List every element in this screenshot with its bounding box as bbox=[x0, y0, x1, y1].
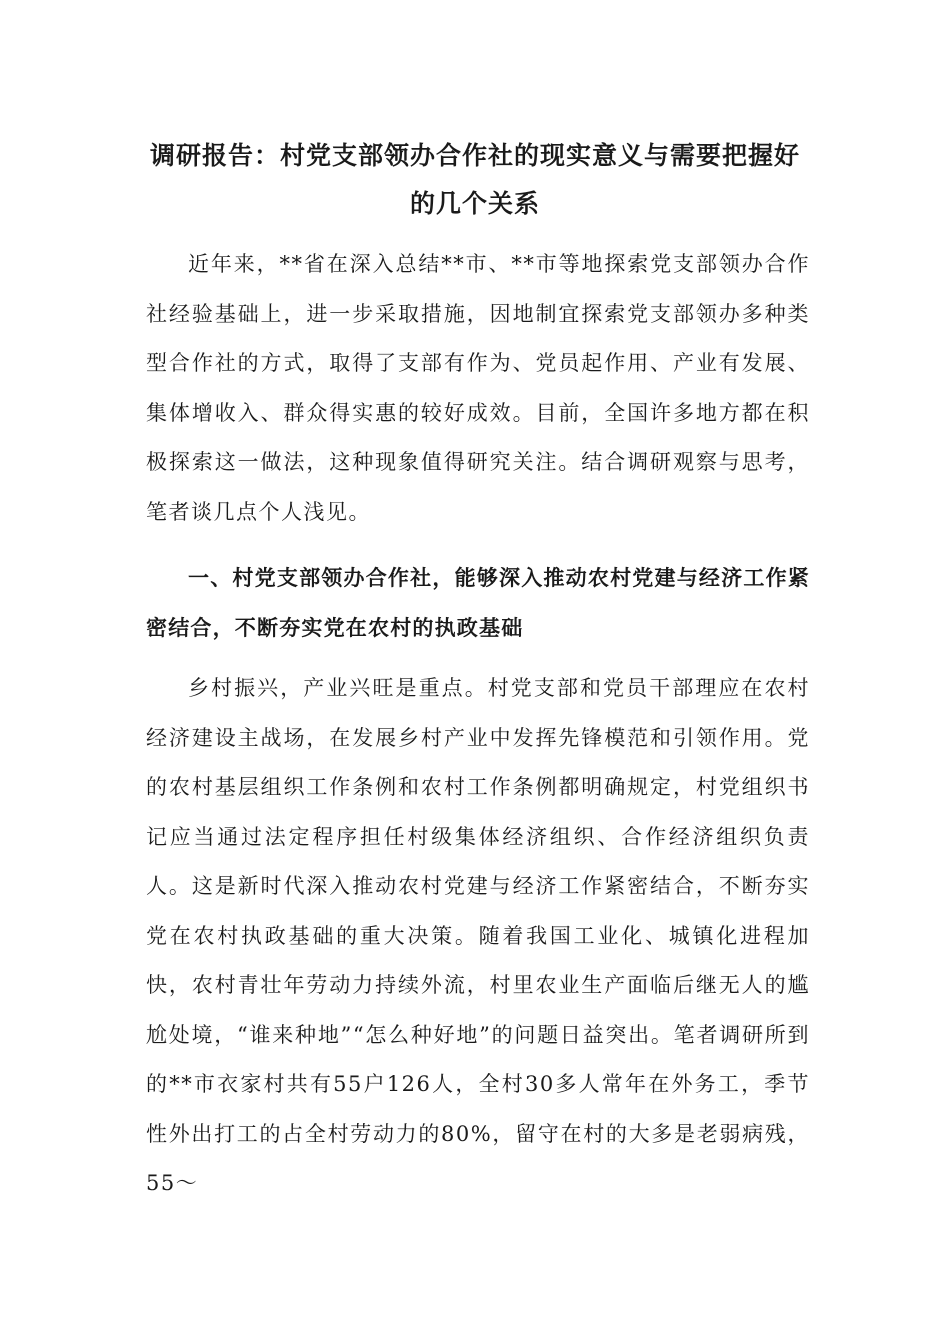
body-paragraph: 乡村振兴，产业兴旺是重点。村党支部和党员干部理应在农村经济建设主战场，在发展乡村产业中发挥先锋模范和引领作用。党的农村基层组织工作条例和农村工作条例都明确规定，村党组织书记应当通过法定程序担任村级集体经济组织、合作经济组织负责人。这是新时代深入推动农村党建与经济工作紧密结合，不断夯实党在农村执政基础的重大决策。随着我国工业化、城镇化进程加快，农村青壮年劳动力持续外流，村里农业生产面临后继无人的尴尬处境，“谁来种地”“怎么种好地”的问题日益突出。笔者调研所到的**市衣家村共有55户126人，全村30多人常年在外务工，季节性外出打工的占全村劳动力的80%，留守在村的大多是老弱病残，55～ bbox=[146, 676, 810, 1195]
intro-paragraph: 近年来，**省在深入总结**市、**市等地探索党支部领办合作社经验基础上，进一步采取措施，因地制宜探索党支部领办多种类型合作社的方式，取得了支部有作为、党员起作用、产业有发展、集体增收入、群众得实惠的较好成效。目前，全国许多地方都在积极探索这一做法，这种现象值得研究关注。结合调研观察与思考，笔者谈几点个人浅见。 bbox=[146, 252, 810, 524]
document-title: 调研报告：村党支部领办合作社的现实意义与需要把握好的几个关系 bbox=[149, 141, 800, 218]
section-heading-1: 一、村党支部领办合作社，能够深入推动农村党建与经济工作紧密结合，不断夯实党在农村的执政基础 bbox=[146, 565, 810, 640]
